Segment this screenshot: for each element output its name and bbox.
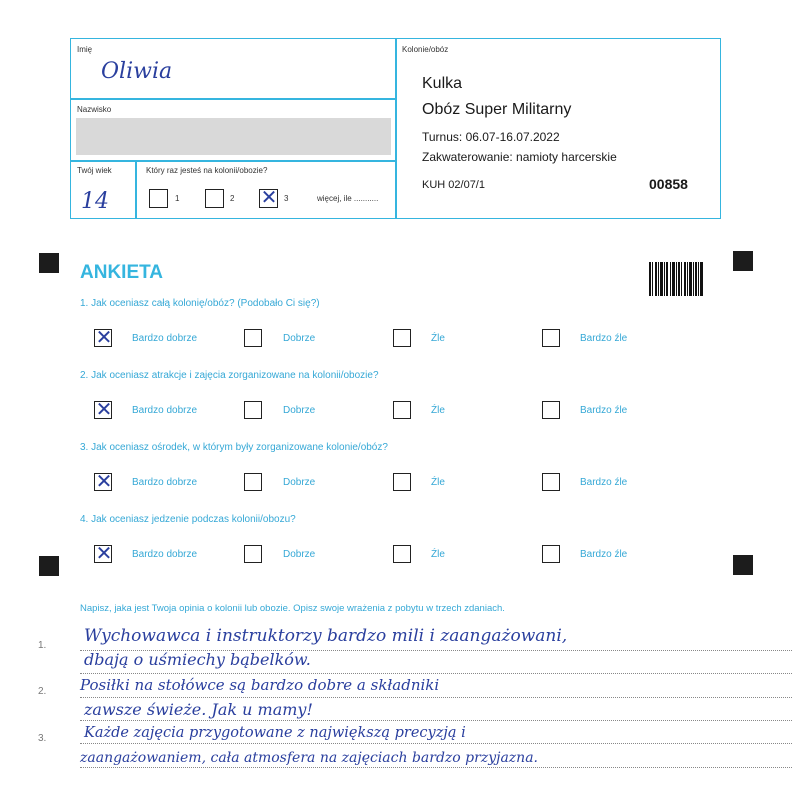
q4-checkbox-zle[interactable] [393, 545, 411, 563]
q1-checkbox-bardzo-zle[interactable] [542, 329, 560, 347]
q2-checkbox-dobrze[interactable] [244, 401, 262, 419]
q3-option-bardzo-dobrze: Bardzo dobrze [132, 477, 198, 488]
opinion-prompt: Napisz, jaka jest Twoja opinia o kolonii lub obozie. Opisz swoje wrażenia z pobytu w trzech zdaniach. [80, 603, 505, 614]
q4-option-dobrze: Dobrze [283, 549, 316, 560]
q2-option-bardzo-dobrze: Bardzo dobrze [132, 405, 198, 416]
q3-checkbox-zle[interactable] [393, 473, 411, 491]
handwritten-line-3[interactable]: Posiłki na stołówce są bardzo dobre a składniki [80, 676, 440, 694]
turnus: Turnus: 06.07-16.07.2022 [422, 130, 560, 144]
q1-option-zle: Źle [431, 333, 445, 344]
name-label: Imię [77, 45, 93, 54]
q2-option-zle: Źle [431, 405, 445, 416]
times-checkbox-2[interactable] [205, 189, 224, 208]
cross-mark-icon: ✕ [95, 469, 113, 493]
times-option-2: 2 [230, 194, 235, 203]
cross-mark-icon: ✕ [95, 397, 113, 421]
question-2: 2. Jak oceniasz atrakcje i zajęcia zorganizowane na kolonii/obozie? [80, 370, 379, 381]
form-number: 00858 [649, 176, 688, 192]
q2-option-dobrze: Dobrze [283, 405, 316, 416]
handwritten-line-6[interactable]: zaangażowaniem, cała atmosfera na zajęciach bardzo przyjazna. [80, 750, 538, 766]
q4-checkbox-bardzo-zle[interactable] [542, 545, 560, 563]
q1-checkbox-dobrze[interactable] [244, 329, 262, 347]
camp-code: KUH 02/07/1 [422, 179, 485, 191]
question-4: 4. Jak oceniasz jedzenie podczas kolonii/obozu? [80, 514, 296, 525]
q3-option-dobrze: Dobrze [283, 477, 316, 488]
handwritten-line-1[interactable]: Wychowawca i instruktorzy bardzo mili i zaangażowani, [84, 626, 568, 646]
q4-checkbox-dobrze[interactable] [244, 545, 262, 563]
writing-line [80, 720, 792, 721]
q3-option-bardzo-zle: Bardzo źle [580, 477, 628, 488]
times-checkbox-3[interactable] [259, 185, 278, 209]
handwritten-line-4[interactable]: zawsze świeże. Jak u mamy! [84, 700, 313, 719]
barcode-icon [649, 262, 703, 296]
line-number-3: 3. [38, 733, 47, 744]
age-divider [135, 160, 137, 219]
q2-checkbox-bardzo-dobrze[interactable] [94, 397, 113, 421]
q3-checkbox-bardzo-zle[interactable] [542, 473, 560, 491]
q4-option-bardzo-zle: Bardzo źle [580, 549, 628, 560]
question-3: 3. Jak oceniasz ośrodek, w którym były zorganizowane kolonie/obóz? [80, 442, 388, 453]
accommodation: Zakwaterowanie: namioty harcerskie [422, 150, 617, 164]
age-field[interactable]: 14 [81, 189, 109, 214]
times-label: Który raz jesteś na kolonii/obozie? [146, 166, 268, 175]
q4-checkbox-bardzo-dobrze[interactable] [94, 541, 113, 565]
line-number-1: 1. [38, 640, 47, 651]
q2-option-bardzo-zle: Bardzo źle [580, 405, 628, 416]
registration-mark [733, 555, 753, 575]
times-option-1: 1 [175, 194, 180, 203]
q2-checkbox-zle[interactable] [393, 401, 411, 419]
q1-option-bardzo-dobrze: Bardzo dobrze [132, 333, 198, 344]
writing-line [80, 673, 792, 674]
name-field[interactable]: Oliwia [101, 59, 173, 84]
camp-title: Obóz Super Militarny [422, 101, 572, 118]
row-divider [71, 98, 396, 100]
q2-checkbox-bardzo-zle[interactable] [542, 401, 560, 419]
registration-mark [39, 556, 59, 576]
times-more-label: więcej, ile ........... [317, 194, 379, 203]
times-checkbox-1[interactable] [149, 189, 168, 208]
q3-option-zle: Źle [431, 477, 445, 488]
q4-option-zle: Źle [431, 549, 445, 560]
q1-checkbox-bardzo-dobrze[interactable] [94, 325, 113, 349]
times-option-3: 3 [284, 194, 289, 203]
writing-line [80, 697, 792, 698]
question-1: 1. Jak oceniasz całą kolonię/obóz? (Podobało Ci się?) [80, 298, 320, 309]
survey-title: ANKIETA [80, 262, 164, 283]
writing-line [80, 743, 792, 744]
camp-label: Kolonie/obóz [402, 45, 449, 54]
q3-checkbox-bardzo-dobrze[interactable] [94, 469, 113, 493]
registration-mark [733, 251, 753, 271]
surname-redaction [76, 118, 391, 155]
cross-mark-icon: ✕ [95, 325, 113, 349]
writing-line [80, 767, 792, 768]
handwritten-line-2[interactable]: dbają o uśmiechy bąbelków. [84, 650, 311, 669]
line-number-2: 2. [38, 686, 47, 697]
q1-checkbox-zle[interactable] [393, 329, 411, 347]
surname-label: Nazwisko [77, 105, 112, 114]
cross-mark-icon: ✕ [95, 541, 113, 565]
header-form [70, 38, 721, 219]
q3-checkbox-dobrze[interactable] [244, 473, 262, 491]
handwritten-line-5[interactable]: Każde zajęcia przygotowane z największą precyzją i [84, 725, 466, 741]
camp-name: Kulka [422, 75, 463, 92]
q4-option-bardzo-dobrze: Bardzo dobrze [132, 549, 198, 560]
age-label: Twój wiek [77, 166, 112, 175]
row-divider [71, 160, 396, 162]
cross-mark-icon: ✕ [260, 185, 278, 209]
q1-option-bardzo-zle: Bardzo źle [580, 333, 628, 344]
registration-mark [39, 253, 59, 273]
header-divider [395, 39, 397, 219]
q1-option-dobrze: Dobrze [283, 333, 316, 344]
